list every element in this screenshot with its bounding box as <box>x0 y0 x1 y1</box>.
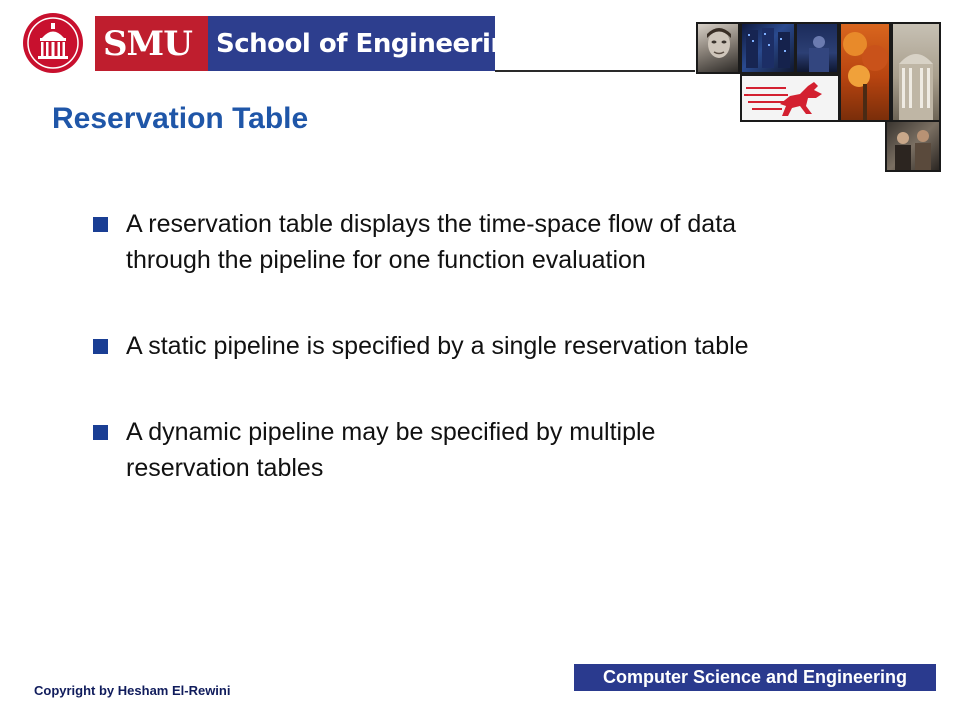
bullet-text: A static pipeline is specified by a single reservation table <box>126 332 749 360</box>
bullet-item <box>93 414 753 486</box>
department-label: Computer Science and Engineering <box>574 664 936 691</box>
square-bullet-icon <box>93 425 108 440</box>
bullet-text: A reservation table displays the time-space flow of data through the pipeline for one function evaluation <box>126 210 737 274</box>
smu-wordmark: SMU <box>103 24 192 64</box>
school-name: School of Engineering <box>216 29 527 59</box>
server-room-photo <box>740 22 796 74</box>
bullet-item <box>93 328 753 364</box>
banner-rule <box>495 70 695 72</box>
students-photo <box>885 120 941 172</box>
square-bullet-icon <box>93 217 108 232</box>
bullet-item <box>93 206 753 278</box>
dark-lab-photo <box>795 22 839 74</box>
bullet-text: A dynamic pipeline may be specified by multiple reservation tables <box>126 418 656 482</box>
mustang-logo <box>740 74 840 122</box>
bullet-list <box>93 206 753 486</box>
autumn-trees-photo <box>839 22 891 122</box>
square-bullet-icon <box>93 339 108 354</box>
slide-title: Reservation Table <box>52 102 309 135</box>
copyright-text: Copyright by Hesham El-Rewini <box>34 683 231 698</box>
smu-seal-icon <box>22 12 84 74</box>
portrait-photo <box>696 22 740 74</box>
campus-building-photo <box>891 22 941 122</box>
